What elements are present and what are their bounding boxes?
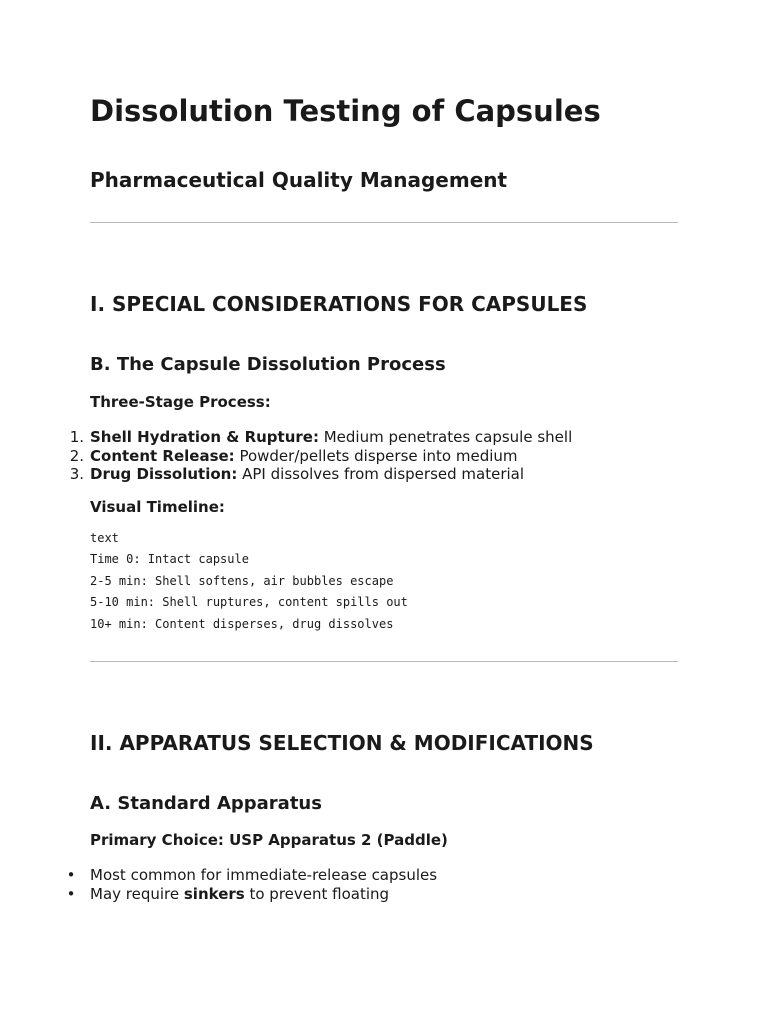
divider <box>90 222 678 223</box>
step-term: Drug Dissolution: <box>90 465 238 483</box>
process-label: Three-Stage Process: <box>90 393 271 411</box>
timeline-label: Visual Timeline: <box>90 498 225 516</box>
list-item <box>69 446 572 466</box>
timeline-code-block <box>90 528 408 635</box>
list-item <box>69 465 572 484</box>
list-number: 1. <box>69 428 84 446</box>
bullet-bold-text: sinkers <box>183 884 245 903</box>
bullet-icon: • <box>66 884 76 903</box>
subsection-heading-dissolution-process: B. The Capsule Dissolution Process <box>90 354 446 375</box>
step-text: Powder/pellets disperse into medium <box>234 446 518 465</box>
code-line: 2-5 min: Shell softens, air bubbles escape <box>90 573 394 588</box>
divider <box>90 661 678 662</box>
process-steps-list <box>69 428 573 484</box>
apparatus-bullet-list <box>66 866 438 903</box>
bullet-icon: • <box>66 866 76 884</box>
list-item <box>66 866 438 885</box>
bullet-text: to prevent floating <box>244 884 390 903</box>
primary-choice-label: Primary Choice: USP Apparatus 2 (Paddle) <box>90 831 448 849</box>
bullet-text: Most common for immediate-release capsules <box>90 866 438 884</box>
code-line: text <box>90 531 119 545</box>
step-term: Content Release: <box>90 446 235 465</box>
step-text: Medium penetrates capsule shell <box>318 428 573 446</box>
list-item <box>66 884 437 904</box>
bullet-text: May require <box>90 884 184 903</box>
page-subtitle: Pharmaceutical Quality Management <box>90 168 508 192</box>
subsection-heading-standard-apparatus: A. Standard Apparatus <box>90 793 322 814</box>
list-number: 3. <box>69 465 84 483</box>
code-line: 5-10 min: Shell ruptures, content spills out <box>90 595 408 610</box>
list-item <box>69 428 573 447</box>
step-term: Shell Hydration & Rupture: <box>90 428 319 446</box>
page-title: Dissolution Testing of Capsules <box>90 94 601 128</box>
code-line: 10+ min: Content disperses, drug dissolves <box>90 616 394 631</box>
list-number: 2. <box>69 446 84 465</box>
section-heading-apparatus-selection: II. APPARATUS SELECTION & MODIFICATIONS <box>90 731 594 755</box>
step-text: API dissolves from dispersed material <box>237 465 525 483</box>
section-heading-special-considerations: I. SPECIAL CONSIDERATIONS FOR CAPSULES <box>90 292 588 316</box>
code-line: Time 0: Intact capsule <box>90 552 249 567</box>
